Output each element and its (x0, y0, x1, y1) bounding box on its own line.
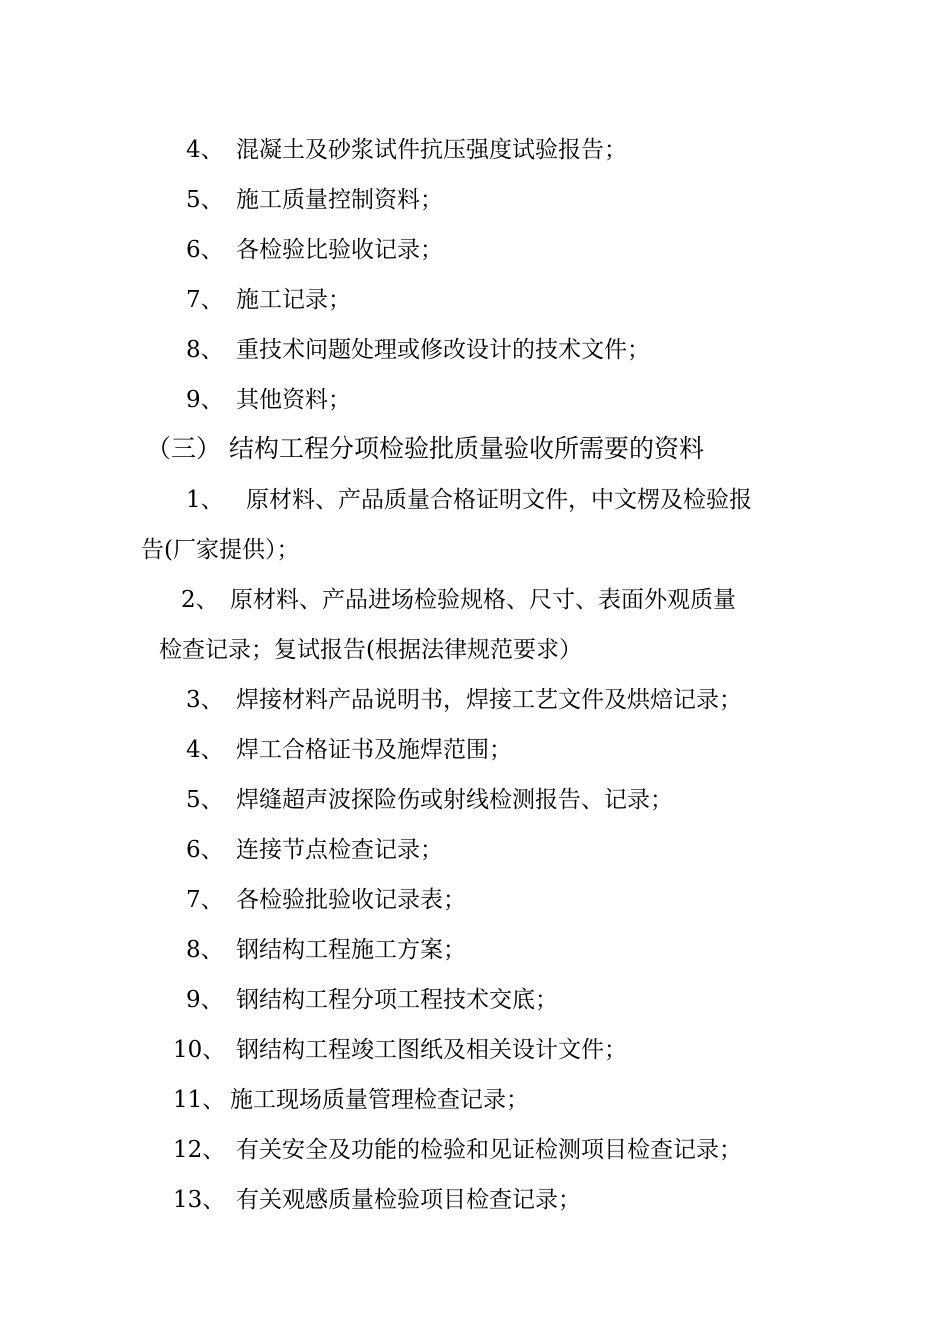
list-item (186, 185, 443, 215)
list-item (186, 685, 742, 715)
item-text: 钢结构工程分项工程技术交底； (236, 987, 558, 1013)
item-number: 1、 (186, 487, 224, 513)
list-item (186, 835, 443, 865)
list-item (173, 1035, 627, 1065)
list-item (186, 785, 673, 815)
list-item (173, 1085, 529, 1115)
item-number: 6、 (186, 837, 224, 863)
item-number: 3、 (186, 687, 224, 713)
list-item (186, 285, 351, 315)
item-number: 5、 (186, 787, 224, 813)
item-text: 焊接材料产品说明书，焊接工艺文件及烘焙记录； (236, 687, 742, 713)
item-number: 2、 (181, 587, 219, 613)
item-text: 各检验比验收记录； (236, 237, 443, 263)
list-item (186, 885, 466, 915)
item-text: 连接节点检查记录； (236, 837, 443, 863)
list-item (186, 485, 752, 515)
list-item (186, 985, 558, 1015)
item-text: 原材料、产品进场检验规格、尺寸、表面外观质量 (230, 587, 736, 613)
item-number: 10、 (173, 1037, 226, 1063)
item-number: 7、 (186, 887, 224, 913)
list-item-continuation: 告(厂家提供）； (141, 537, 300, 563)
list-item (186, 935, 466, 965)
item-text: 焊工合格证书及施焊范围； (236, 737, 512, 763)
item-text: 其他资料； (236, 387, 351, 413)
list-item (181, 585, 736, 615)
list-item (186, 335, 650, 365)
item-number: 8、 (186, 337, 224, 363)
item-number: 4、 (186, 137, 224, 163)
item-text: 原材料、产品质量合格证明文件，中文楞及检验报 (246, 487, 752, 513)
list-item (186, 735, 512, 765)
list-item (173, 1185, 581, 1215)
item-number: 4、 (186, 737, 224, 763)
item-number: 9、 (186, 387, 224, 413)
item-text: 重技术问题处理或修改设计的技术文件； (236, 337, 650, 363)
item-text: 钢结构工程竣工图纸及相关设计文件； (236, 1037, 627, 1063)
item-text: 施工记录； (236, 287, 351, 313)
item-number: 12、 (173, 1137, 226, 1163)
item-text: 施工质量控制资料； (236, 187, 443, 213)
item-number: 8、 (186, 937, 224, 963)
item-number: 5、 (186, 187, 224, 213)
list-item (173, 1135, 742, 1165)
item-number: 6、 (186, 237, 224, 263)
item-number: 9、 (186, 987, 224, 1013)
item-text: 有关观感质量检验项目检查记录； (236, 1187, 581, 1213)
item-number: 7、 (186, 287, 224, 313)
item-number: 11、 (173, 1087, 226, 1113)
list-item (186, 235, 443, 265)
item-number: 13、 (173, 1187, 226, 1213)
item-text: 混凝土及砂浆试件抗压强度试验报告； (236, 137, 627, 163)
item-text: 施工现场质量管理检查记录； (230, 1087, 529, 1113)
item-text: 钢结构工程施工方案； (236, 937, 466, 963)
item-text: 各检验批验收记录表； (236, 887, 466, 913)
list-item-continuation: 检查记录；复试报告(根据法律规范要求） (159, 637, 582, 663)
item-text: 有关安全及功能的检验和见证检测项目检查记录； (236, 1137, 742, 1163)
list-item (186, 385, 351, 415)
list-item (186, 135, 627, 165)
section-heading: （三） 结构工程分项检验批质量验收所需要的资料 (146, 434, 704, 463)
item-text: 焊缝超声波探险伤或射线检测报告、记录； (236, 787, 673, 813)
